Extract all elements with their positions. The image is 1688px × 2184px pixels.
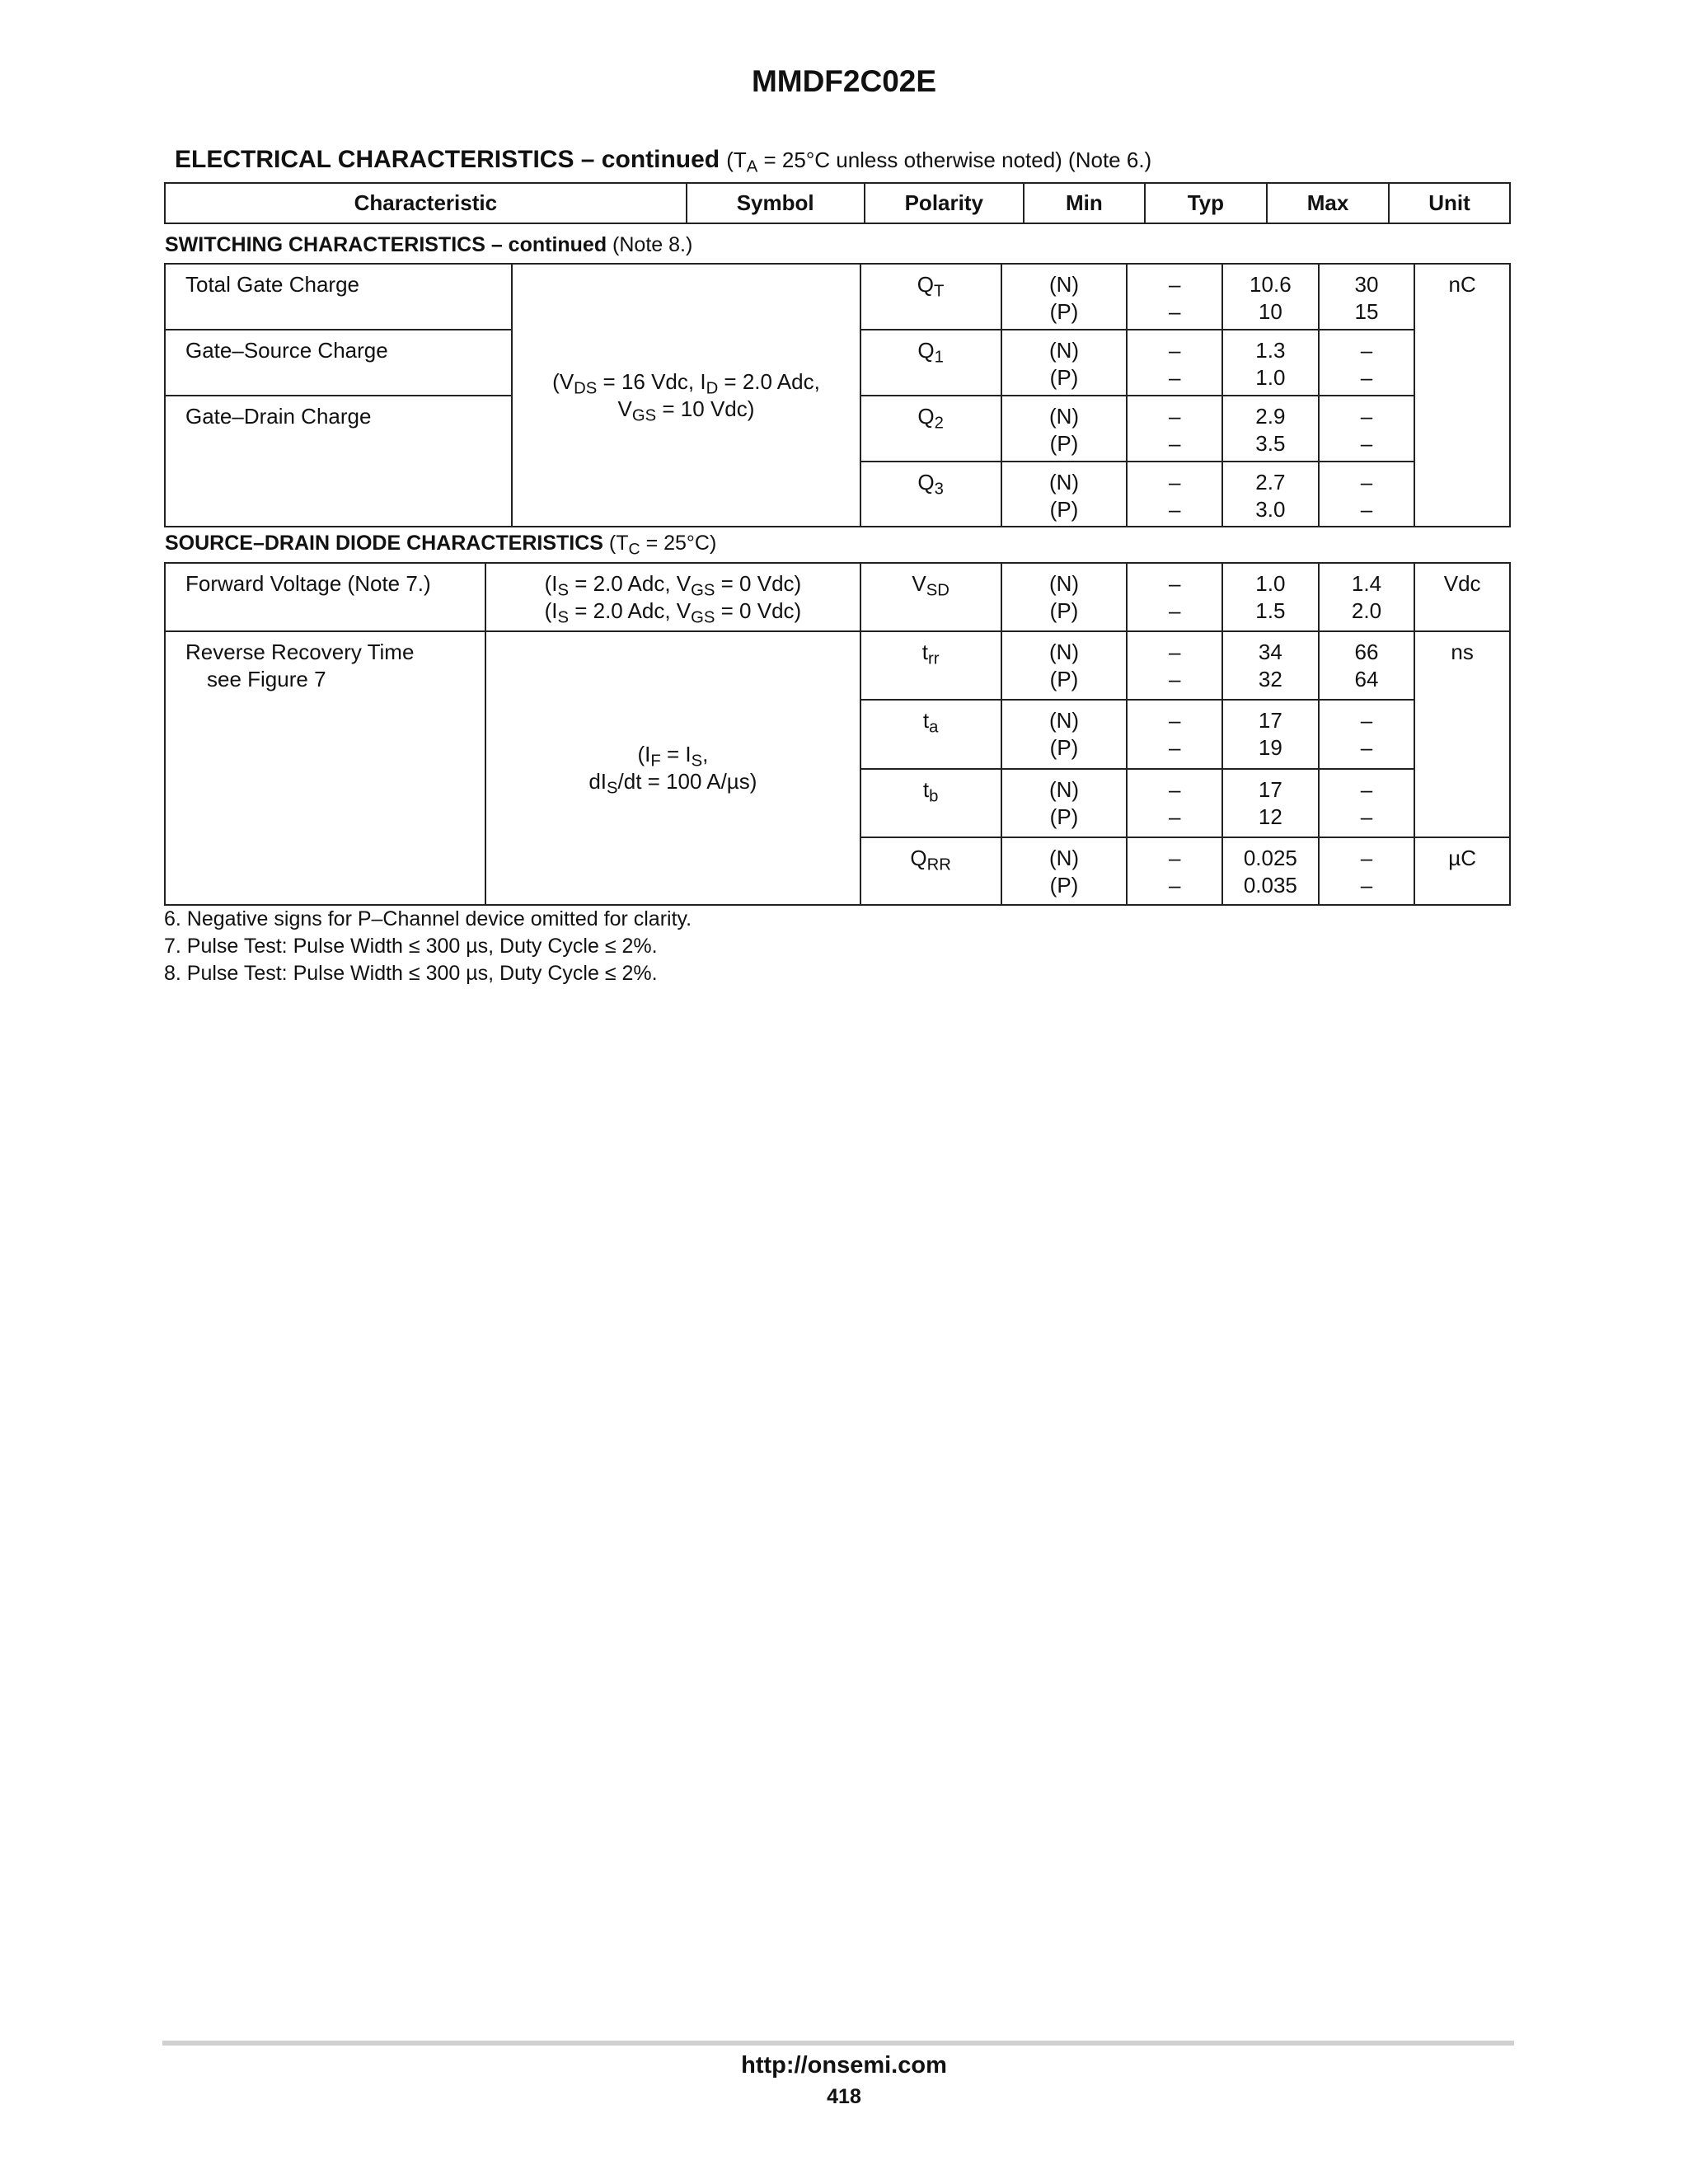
- min-cell: – –: [1127, 837, 1222, 905]
- polarity-cell: (N) (P): [1001, 330, 1128, 396]
- table-row: [165, 631, 1510, 700]
- col-symbol: Symbol: [687, 183, 865, 223]
- polarity-cell: (N) (P): [1001, 462, 1128, 527]
- typ-cell: 10.6 10: [1222, 264, 1319, 330]
- typ-cell: 0.025 0.035: [1222, 837, 1319, 905]
- max-cell: 30 15: [1319, 264, 1415, 330]
- max-cell: 1.4 2.0: [1319, 563, 1415, 631]
- page-number: 418: [827, 2085, 861, 2108]
- table-row: [165, 264, 1510, 330]
- unit-cell: Vdc: [1414, 563, 1510, 631]
- source-drain-table: [164, 562, 1511, 906]
- min-cell: – –: [1127, 396, 1222, 462]
- polarity-cell: (N) (P): [1001, 264, 1128, 330]
- max-cell: – –: [1319, 837, 1415, 905]
- max-cell: – –: [1319, 700, 1415, 769]
- column-header-table: [164, 182, 1511, 224]
- symbol-cell: $t_a$: [860, 700, 1001, 769]
- col-unit: Unit: [1389, 183, 1510, 223]
- unit-cell: µC: [1414, 837, 1510, 905]
- symbol-cell: $Q_{RR}$: [860, 837, 1001, 905]
- min-cell: – –: [1127, 563, 1222, 631]
- min-cell: – –: [1127, 769, 1222, 837]
- reverse-conditions: ($I_F = I_S$, $dI_S/dt = 100$ A/µs): [485, 631, 860, 905]
- min-cell: – –: [1127, 700, 1222, 769]
- symbol-cell: $Q_1$: [860, 330, 1001, 396]
- heading-condition: ($T_A = 25^\circ C$ unless otherwise noted) (Note 6.): [726, 148, 1152, 176]
- unit-cell: nC: [1414, 264, 1510, 527]
- table-row: [165, 563, 1510, 631]
- polarity-cell: (N) (P): [1001, 563, 1128, 631]
- polarity-cell: (N) (P): [1001, 769, 1128, 837]
- polarity-cell: (N) (P): [1001, 837, 1128, 905]
- min-cell: – –: [1127, 330, 1222, 396]
- max-cell: – –: [1319, 396, 1415, 462]
- heading-bold: ELECTRICAL CHARACTERISTICS – continued: [175, 146, 720, 173]
- switching-section-title: SWITCHING CHARACTERISTICS – continued (Note 8.): [165, 233, 693, 256]
- switching-conditions: ($V_{DS} = 16$ Vdc, $I_D = 2.0$ Adc, $V_{GS} = 10$ Vdc): [512, 264, 860, 527]
- footnote: 7. Pulse Test: Pulse Width ≤ 300 µs, Duty Cycle ≤ 2%.: [164, 935, 658, 958]
- typ-cell: 17 12: [1222, 769, 1319, 837]
- polarity-cell: (N) (P): [1001, 631, 1128, 700]
- footer-divider: [162, 2041, 1514, 2046]
- symbol-cell: $Q_T$: [860, 264, 1001, 330]
- max-cell: – –: [1319, 462, 1415, 527]
- footnote: 8. Pulse Test: Pulse Width ≤ 300 µs, Duty Cycle ≤ 2%.: [164, 962, 658, 985]
- col-max: Max: [1267, 183, 1389, 223]
- col-polarity: Polarity: [865, 183, 1024, 223]
- section-heading: [175, 146, 1151, 174]
- polarity-cell: (N) (P): [1001, 396, 1128, 462]
- symbol-cell: $V_{SD}$: [860, 563, 1001, 631]
- col-typ: Typ: [1145, 183, 1267, 223]
- char-gate-source-charge: Gate–Source Charge: [165, 330, 512, 396]
- typ-cell: 2.9 3.5: [1222, 396, 1319, 462]
- typ-cell: 1.0 1.5: [1222, 563, 1319, 631]
- typ-cell: 2.7 3.0: [1222, 462, 1319, 527]
- unit-cell: ns: [1414, 631, 1510, 837]
- min-cell: – –: [1127, 462, 1222, 527]
- char-reverse-recovery-time: Reverse Recovery Time see Figure 7: [165, 631, 485, 905]
- forward-conditions: ($I_S = 2.0$ Adc, $V_{GS} = 0$ Vdc) ($I_S = 2.0$ Adc, $V_{GS} = 0$ Vdc): [485, 563, 860, 631]
- typ-cell: 34 32: [1222, 631, 1319, 700]
- min-cell: – –: [1127, 631, 1222, 700]
- symbol-cell: $Q_3$: [860, 462, 1001, 527]
- symbol-cell: $t_b$: [860, 769, 1001, 837]
- switching-table: [164, 263, 1511, 527]
- char-total-gate-charge: Total Gate Charge: [165, 264, 512, 330]
- footer-url[interactable]: http://onsemi.com: [741, 2052, 947, 2079]
- max-cell: 66 64: [1319, 631, 1415, 700]
- max-cell: – –: [1319, 330, 1415, 396]
- source-drain-section-title: SOURCE–DRAIN DIODE CHARACTERISTICS $(T_C = 25^\circ C)$: [165, 532, 717, 559]
- typ-cell: 1.3 1.0: [1222, 330, 1319, 396]
- typ-cell: 17 19: [1222, 700, 1319, 769]
- char-forward-voltage: Forward Voltage (Note 7.): [165, 563, 485, 631]
- col-min: Min: [1024, 183, 1145, 223]
- max-cell: – –: [1319, 769, 1415, 837]
- footnote: 6. Negative signs for P–Channel device omitted for clarity.: [164, 907, 692, 930]
- footnotes: [164, 906, 692, 987]
- char-gate-drain-charge: Gate–Drain Charge: [165, 396, 512, 527]
- min-cell: – –: [1127, 264, 1222, 330]
- symbol-cell: $t_{rr}$: [860, 631, 1001, 700]
- col-characteristic: Characteristic: [165, 183, 687, 223]
- symbol-cell: $Q_2$: [860, 396, 1001, 462]
- page-title: MMDF2C02E: [751, 64, 937, 98]
- polarity-cell: (N) (P): [1001, 700, 1128, 769]
